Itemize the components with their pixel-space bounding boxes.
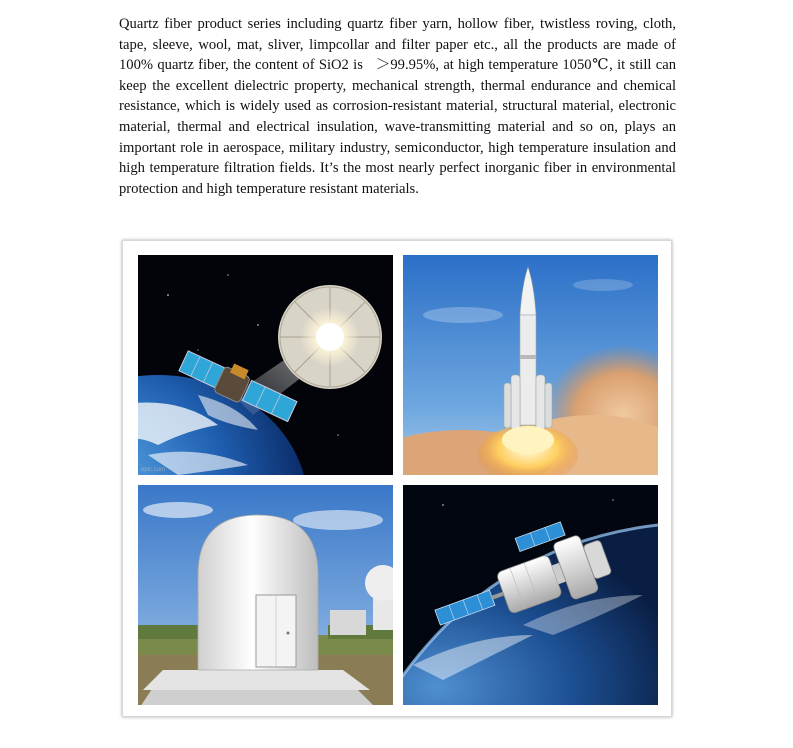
description-paragraph: Quartz fiber product series including quartz fiber yarn, hollow fiber, twistless roving, cloth, tape, sleeve, wool, mat, sliver, limpcollar and filter paper etc., all the products are made of 100% quartz fiber, the content of SiO2 is ＞99.95%, at high temperature 1050℃, it still can keep the excellent dielectric property, mechanical strength, thermal endurance and chemical resistance, which is widely used as corrosion-resistant material, structural material, electronic material, thermal and electrical insulation, wave-transmitting material and so on, plays an important role in aerospace, military industry, semiconductor, high temperature insulation and high temperature filtration fields. It’s the most nearly perfect inorganic fiber in environmental protection and high temperature resistant materials. bbox=[119, 16, 676, 197]
space-module-photo bbox=[403, 485, 658, 705]
radome-photo bbox=[138, 485, 393, 705]
application-photo-grid bbox=[122, 240, 672, 717]
satellite-photo bbox=[138, 255, 393, 475]
rocket-launch-photo bbox=[403, 255, 658, 475]
photo-watermark: epic.com bbox=[141, 467, 166, 473]
